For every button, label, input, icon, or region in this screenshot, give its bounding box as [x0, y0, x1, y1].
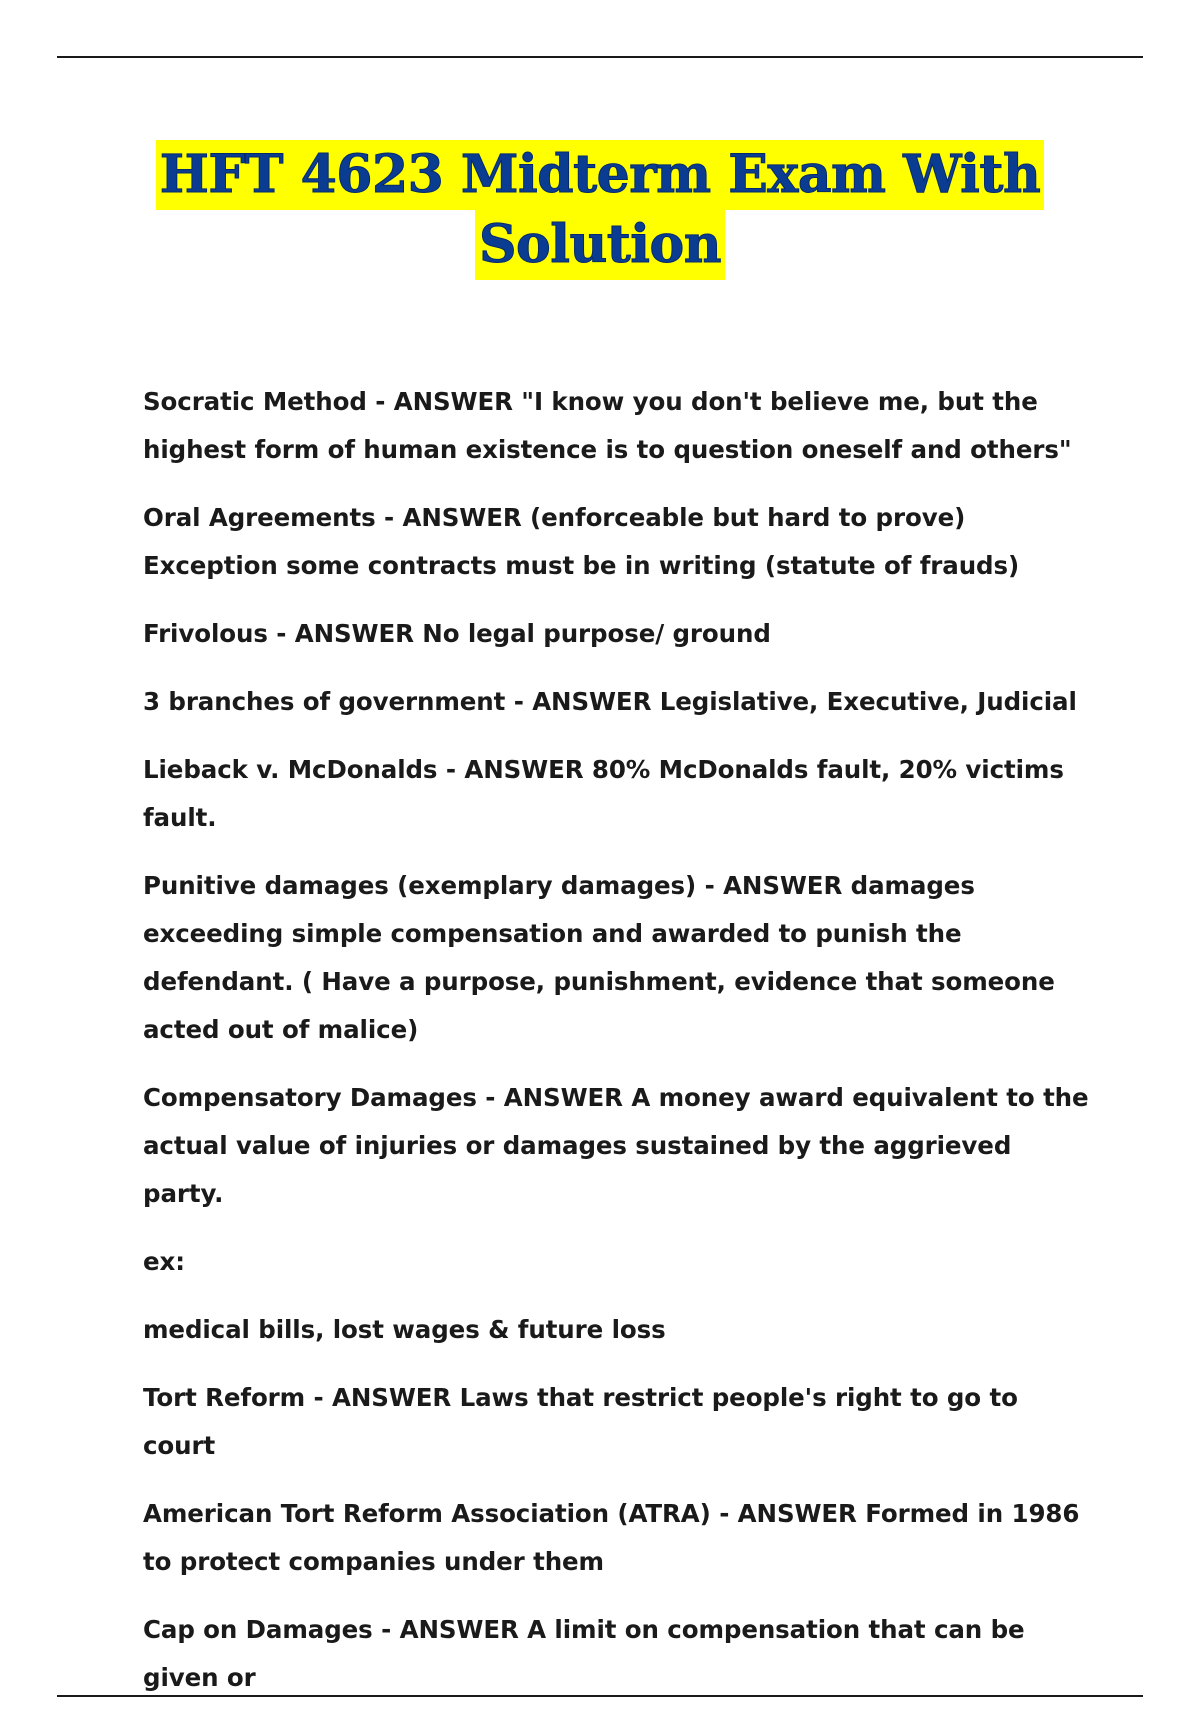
page-title	[0, 140, 1200, 280]
qa-item-frivolous: Frivolous - ANSWER No legal purpose/ ground	[143, 619, 771, 648]
qa-item-cap-on-damages: Cap on Damages - ANSWER A limit on compensation that can be given or	[143, 1615, 1025, 1692]
qa-item-socratic-method: Socratic Method - ANSWER "I know you don't believe me, but the highest form of human existence is to question oneself and others"	[143, 387, 1072, 464]
qa-item-oral-agreements: Oral Agreements - ANSWER (enforceable but hard to prove) Exception some contracts must be in writing (statute of frauds)	[143, 503, 1020, 580]
qa-list	[143, 378, 1093, 1722]
qa-item-example-label: ex:	[143, 1247, 185, 1276]
qa-item-atra: American Tort Reform Association (ATRA) - ANSWER Formed in 1986 to protect companies under them	[143, 1499, 1080, 1576]
top-divider	[57, 56, 1143, 58]
qa-item-example-text: medical bills, lost wages & future loss	[143, 1315, 666, 1344]
title-line-2: Solution	[475, 210, 725, 280]
qa-item-lieback-v-mcdonalds: Lieback v. McDonalds - ANSWER 80% McDonalds fault, 20% victims fault.	[143, 755, 1064, 832]
qa-item-branches-of-government: 3 branches of government - ANSWER Legislative, Executive, Judicial	[143, 687, 1077, 716]
qa-item-tort-reform: Tort Reform - ANSWER Laws that restrict people's right to go to court	[143, 1383, 1018, 1460]
title-line-1: HFT 4623 Midterm Exam With	[156, 140, 1045, 210]
qa-item-compensatory-damages: Compensatory Damages - ANSWER A money award equivalent to the actual value of injuries or damages sustained by the aggrieved party.	[143, 1083, 1089, 1208]
bottom-divider	[57, 1695, 1143, 1697]
qa-item-punitive-damages: Punitive damages (exemplary damages) - ANSWER damages exceeding simple compensation and awarded to punish the defendant. ( Have a purpose, punishment, evidence that someone acted out of malice)	[143, 871, 1055, 1044]
